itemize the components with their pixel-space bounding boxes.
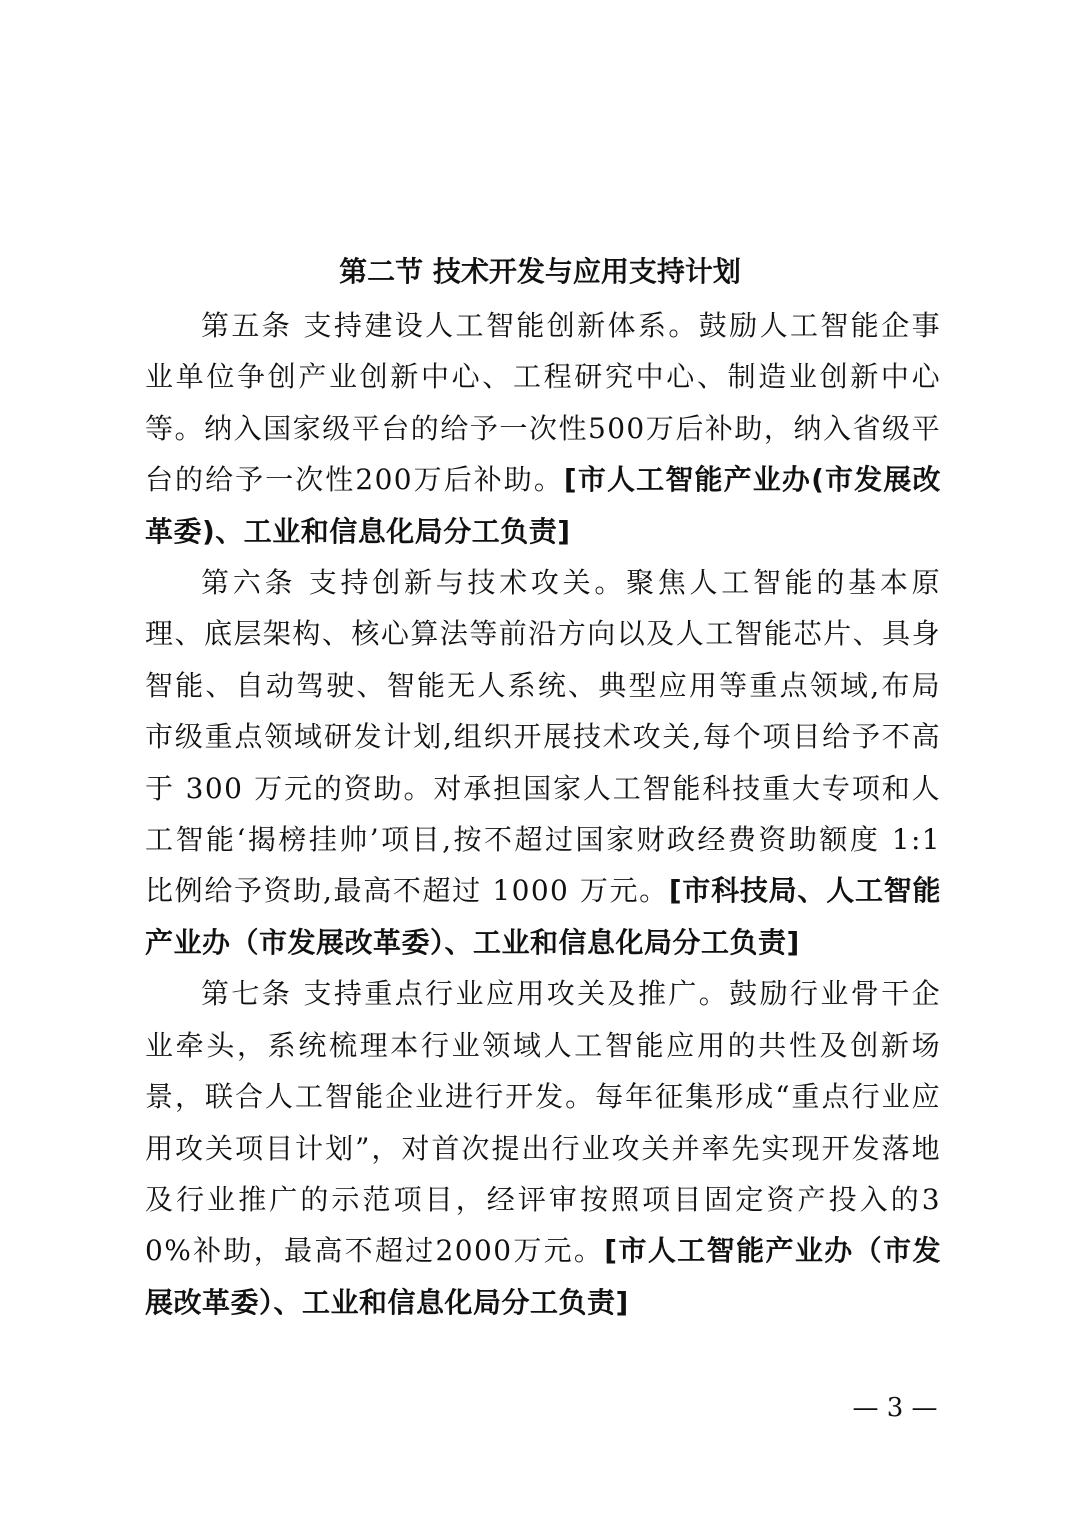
article-5 (145, 300, 941, 557)
document-body (145, 300, 941, 1328)
page-number: — 3 — (852, 1393, 938, 1423)
article-5-text: 第五条 支持建设人工智能创新体系。鼓励人工智能企事业单位争创产业创新中心、工程研究中心、制造业创新中心等。纳入国家级平台的给予一次性500万后补助，纳入省级平台的给予一次性200万后补助。 (145, 309, 941, 497)
article-5-responsibility: [市人工智能产业办(市发展改革委)、工业和信息化局分工负责] (145, 463, 941, 548)
article-7-responsibility: [市人工智能产业办（市发展改革委）、工业和信息化局分工负责] (145, 1234, 941, 1319)
section-title: 第二节 技术开发与应用支持计划 (339, 255, 741, 288)
article-6-responsibility: [市科技局、人工智能产业办（市发展改革委）、工业和信息化局分工负责] (145, 874, 941, 959)
article-6-text: 第六条 支持创新与技术攻关。聚焦人工智能的基本原理、底层架构、核心算法等前沿方向以及人工智能芯片、具身智能、自动驾驶、智能无人系统、典型应用等重点领域,布局市级重点领域研发计划,组织开展技术攻关,每个项目给予不高于 300 万元的资助。对承担国家人工智能科技重大专项和人工智能‘揭榜挂帅’项目,按不超过国家财政经费资助额度 1:1 比例给予资助,最高不超过 1000 万元。 (145, 566, 941, 908)
article-7-text: 第七条 支持重点行业应用攻关及推广。鼓励行业骨干企业牵头，系统梳理本行业领域人工智能应用的共性及创新场景，联合人工智能企业进行开发。每年征集形成“重点行业应用攻关项目计划”，对首次提出行业攻关并率先实现开发落地及行业推广的示范项目，经评审按照项目固定资产投入的30%补助，最高不超过2000万元。 (145, 977, 941, 1268)
article-6 (145, 557, 941, 968)
article-7 (145, 968, 941, 1328)
